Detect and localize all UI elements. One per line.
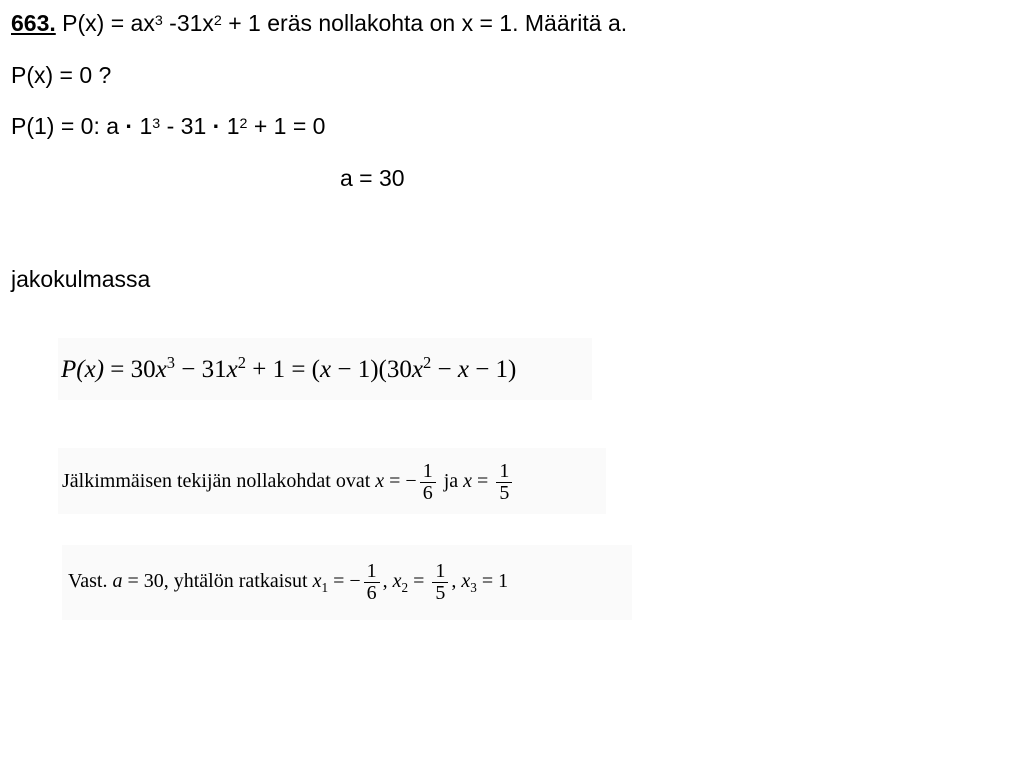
formula-eq1: = 30 <box>104 356 156 383</box>
formula-x3: x <box>320 356 332 383</box>
exponent-2: 2 <box>213 12 222 29</box>
fraction-one-fifth: $\frac{1}{5}$ <box>496 461 512 504</box>
answer-formula <box>62 545 632 620</box>
zeros-formula <box>58 448 606 514</box>
formula-x2: x <box>226 356 238 383</box>
answer-comma2: , <box>451 570 462 592</box>
answer-sub1: 1 <box>321 579 329 595</box>
problem-text-3: + 1 eräs nollakohta on x = 1. Määritä a. <box>221 10 628 36</box>
zeros-x2: x <box>463 470 473 492</box>
formula-x5: x <box>457 356 469 383</box>
answer-eq2: = <box>408 570 430 592</box>
problem-statement <box>11 12 627 35</box>
formula-mid1: − 1)(30 <box>331 356 412 383</box>
formula-x1: x <box>155 356 167 383</box>
eq-exponent-3: 3 <box>152 115 161 132</box>
fraction-minus-one-sixth: $\frac{1}{6}$ <box>420 461 436 504</box>
answer-a-var: a <box>112 570 123 592</box>
zeros-eq2: = <box>472 470 494 492</box>
answer-fraction-minus-one-sixth: $\frac{1}{6}$ <box>364 561 380 604</box>
formula-p2: 2 <box>237 352 246 372</box>
formula-plus: + 1 = ( <box>245 356 320 383</box>
zeros-text <box>62 454 515 508</box>
eq-part-1: P(1) = 0: a <box>11 113 126 139</box>
zeros-eq1: = − <box>384 470 417 492</box>
eq-exponent-2: 2 <box>239 115 248 132</box>
zeros-sentence: Jälkimmäisen tekijän nollakohdat ovat <box>62 470 376 492</box>
formula-minus2: − <box>431 356 458 383</box>
problem-text-1: P(x) = ax <box>62 10 155 36</box>
answer-x1: x <box>312 570 322 592</box>
answer-vast: Vast. <box>68 570 113 592</box>
answer-comma1: , <box>382 570 393 592</box>
eq-part-2: 1 <box>133 113 153 139</box>
zeros-ja: ja <box>438 470 464 492</box>
answer-mid: = 30, yhtälön ratkaisut <box>122 570 313 592</box>
factorization-formula <box>58 338 592 400</box>
formula-p3: 3 <box>166 352 175 372</box>
eq-part-3: - 31 <box>160 113 213 139</box>
zeros-x1: x <box>375 470 385 492</box>
multiply-dot-1: · <box>125 113 134 139</box>
problem-text-2: -31x <box>162 10 214 36</box>
answer-sub2: 2 <box>401 579 409 595</box>
formula-x4: x <box>411 356 423 383</box>
eq-part-5: + 1 = 0 <box>247 113 326 139</box>
factorization-text <box>61 352 517 384</box>
answer-eq3: = 1 <box>476 570 509 592</box>
answer-fraction-one-fifth: $\frac{1}{5}$ <box>432 561 448 604</box>
formula-lhs: P(x) <box>61 356 105 383</box>
eq-part-4: 1 <box>220 113 240 139</box>
answer-sub3: 3 <box>470 579 477 595</box>
problem-number: 663. <box>11 10 56 36</box>
method-line: jakokulmassa <box>11 266 151 292</box>
exponent-3: 3 <box>154 12 163 29</box>
answer-text <box>68 553 508 611</box>
formula-p2b: 2 <box>422 352 432 372</box>
answer-x3: x <box>461 570 471 592</box>
formula-tail: − 1) <box>468 356 517 383</box>
formula-minus1: − 31 <box>175 356 227 383</box>
question-line: P(x) = 0 ? <box>11 62 112 88</box>
multiply-dot-2: · <box>212 113 221 139</box>
answer-x2: x <box>392 570 402 592</box>
answer-a-line: a = 30 <box>340 165 405 191</box>
substitution-line <box>11 115 325 138</box>
answer-eq1: = − <box>328 570 361 592</box>
